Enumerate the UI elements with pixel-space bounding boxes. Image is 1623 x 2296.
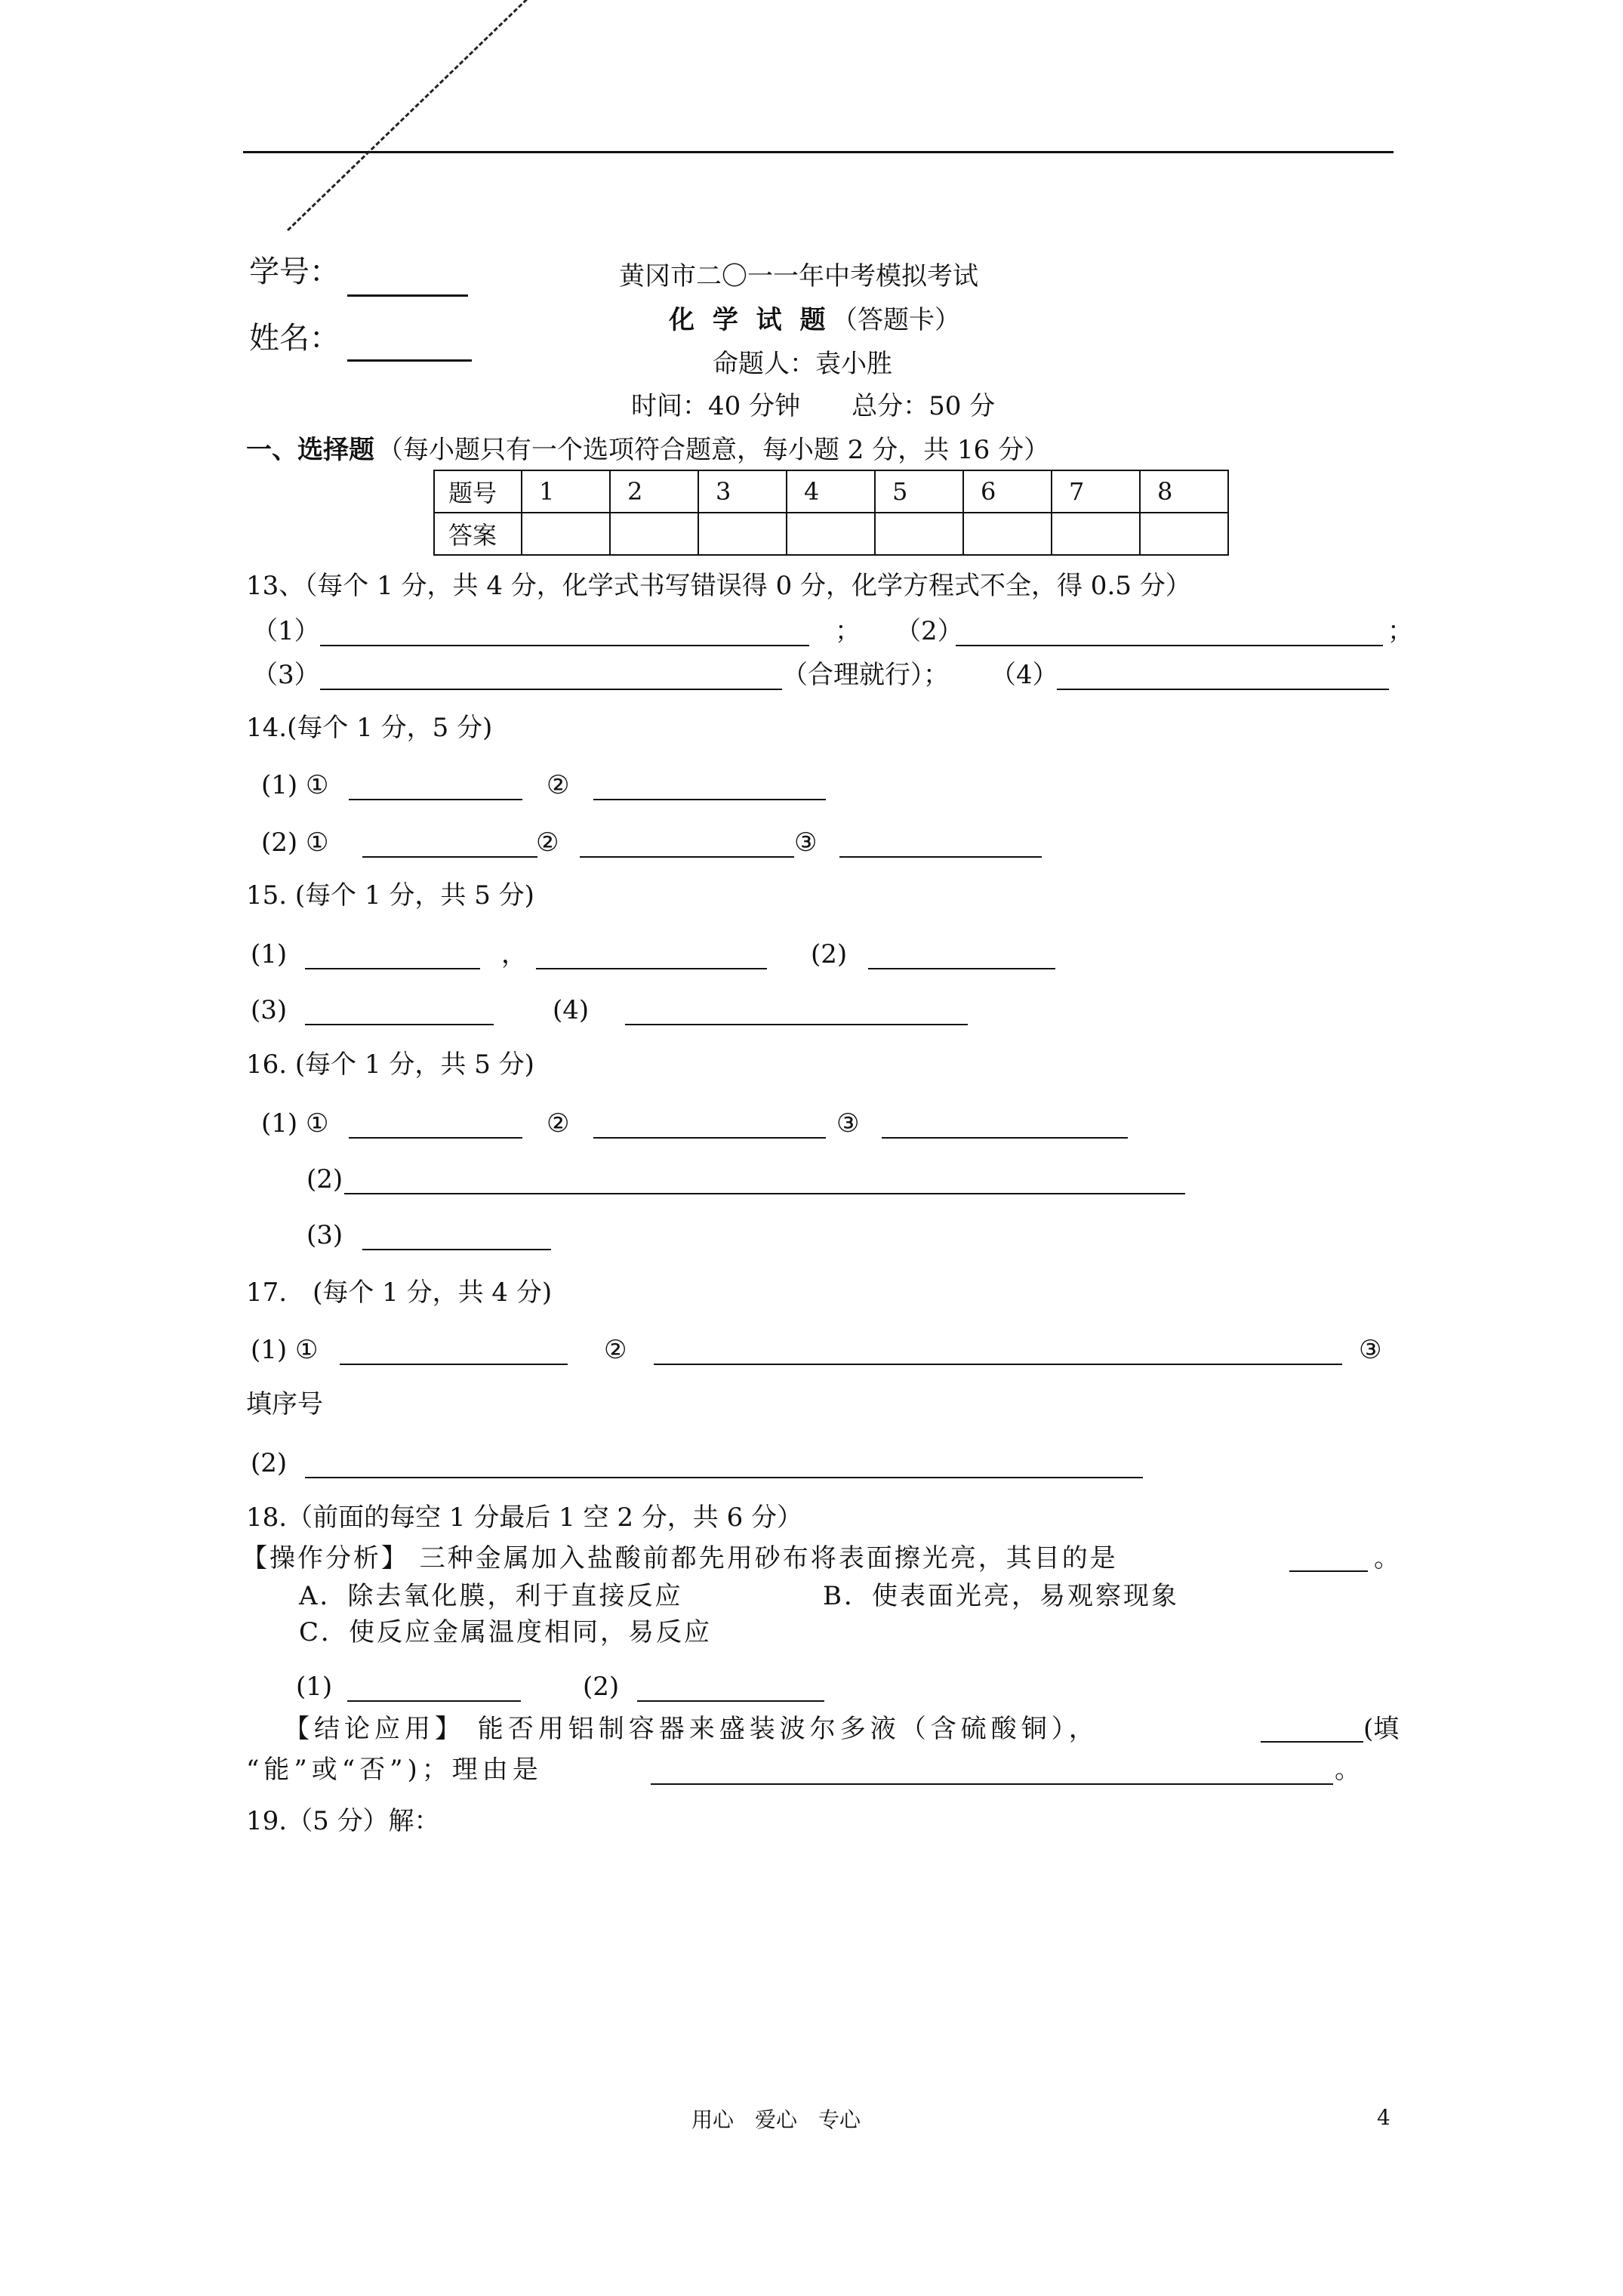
q16-heading: 16. (每个 1 分，共 5 分) bbox=[246, 1049, 534, 1080]
q15-blank-2[interactable] bbox=[536, 968, 767, 969]
answer-table bbox=[433, 470, 1229, 556]
q16-row1-label: (1) ① bbox=[261, 1108, 329, 1139]
q14-r2-circle-3: ③ bbox=[794, 827, 818, 858]
table-number-4: 4 bbox=[787, 470, 875, 513]
q16-blank-5[interactable] bbox=[362, 1249, 551, 1250]
table-number-2: 2 bbox=[610, 470, 698, 513]
q18-part2-label: (2) bbox=[583, 1672, 620, 1702]
q15-part1-label: (1) bbox=[251, 939, 288, 969]
q18-blank-2[interactable] bbox=[637, 1700, 824, 1702]
q18-option-a: A．除去氧化膜，利于直接反应 bbox=[299, 1581, 683, 1611]
q15-blank-5[interactable] bbox=[625, 1024, 968, 1025]
q16-blank-4[interactable] bbox=[344, 1193, 1185, 1194]
q13-part4-label: （4） bbox=[990, 660, 1058, 690]
q13-blank-1[interactable] bbox=[320, 645, 809, 646]
page-number: 4 bbox=[1377, 2105, 1390, 2130]
q18-heading: 18.（前面的每空 1 分最后 1 空 2 分，共 6 分） bbox=[246, 1502, 803, 1533]
subject-subtitle: （答题卡） bbox=[832, 305, 960, 335]
table-number-8: 8 bbox=[1140, 470, 1228, 513]
answer-cell[interactable] bbox=[1140, 513, 1228, 555]
q14-r1-blank-1[interactable] bbox=[349, 799, 522, 800]
answer-table-number-row bbox=[434, 470, 1228, 513]
q15-heading: 15. (每个 1 分，共 5 分) bbox=[246, 880, 534, 911]
q14-r2-circle-2: ② bbox=[536, 827, 559, 858]
q17-part2-label: (2) bbox=[251, 1448, 288, 1478]
answer-table-answer-row bbox=[434, 513, 1228, 555]
q17-blank-3[interactable] bbox=[305, 1477, 1143, 1478]
q13-part1-label: （1） bbox=[252, 616, 320, 646]
q18-blank-1[interactable] bbox=[347, 1700, 521, 1702]
q18-operation-analysis: 【操作分析】 三种金属加入盐酸前都先用砂布将表面擦光亮，其目的是 bbox=[242, 1543, 1118, 1573]
time-score: 时间：40 分钟 总分：50 分 bbox=[631, 391, 996, 421]
q16-r1-circle-3: ③ bbox=[836, 1108, 860, 1139]
table-number-5: 5 bbox=[875, 470, 963, 513]
q14-r1-circle-2: ② bbox=[547, 770, 570, 800]
exam-title: 黄冈市二〇一一年中考模拟考试 bbox=[619, 261, 978, 291]
q13-blank-3[interactable] bbox=[320, 689, 782, 690]
q19-heading: 19.（5 分）解： bbox=[246, 1806, 440, 1836]
name-label: 姓名： bbox=[249, 321, 340, 356]
q13-part2-label: （2） bbox=[895, 616, 963, 646]
q16-r1-blank-1[interactable] bbox=[349, 1137, 522, 1139]
table-header-answer: 答案 bbox=[434, 513, 522, 555]
q18-reason-label: “能”或“否”)；理由是 bbox=[246, 1755, 543, 1785]
q14-r1-blank-2[interactable] bbox=[593, 799, 826, 800]
answer-cell[interactable] bbox=[698, 513, 787, 555]
q17-fill-number: 填序号 bbox=[246, 1389, 323, 1419]
q18-blank-purpose[interactable] bbox=[1289, 1570, 1368, 1572]
q14-r2-blank-2[interactable] bbox=[580, 856, 794, 858]
answer-cell[interactable] bbox=[875, 513, 963, 555]
q16-r1-blank-3[interactable] bbox=[882, 1137, 1128, 1139]
answer-cell[interactable] bbox=[1052, 513, 1140, 555]
table-number-3: 3 bbox=[698, 470, 787, 513]
q17-circle-2: ② bbox=[604, 1335, 627, 1365]
q18-option-c: C．使反应金属温度相同，易反应 bbox=[299, 1617, 713, 1647]
table-number-6: 6 bbox=[963, 470, 1052, 513]
q17-row1-label: (1) ① bbox=[251, 1335, 319, 1365]
q14-r2-blank-3[interactable] bbox=[839, 856, 1042, 858]
q13-reasonable-note: （合理就行）； bbox=[782, 660, 949, 690]
table-number-7: 7 bbox=[1052, 470, 1140, 513]
q17-blank-2[interactable] bbox=[654, 1364, 1342, 1365]
q13-end-semicolon: ； bbox=[1387, 616, 1413, 646]
subject-title: 化 学 试 题 bbox=[669, 305, 830, 335]
q16-part3-label: (3) bbox=[306, 1220, 343, 1250]
q17-heading: 17. (每个 1 分，共 4 分) bbox=[246, 1277, 553, 1308]
table-header-number: 题号 bbox=[434, 470, 522, 513]
q15-comma: ， bbox=[501, 939, 527, 969]
author: 命题人：袁小胜 bbox=[713, 349, 892, 379]
section1-title: 一、选择题 bbox=[246, 435, 374, 465]
name-field[interactable] bbox=[347, 359, 472, 362]
answer-cell[interactable] bbox=[522, 513, 610, 555]
student-id-field[interactable] bbox=[347, 294, 468, 297]
q18-reason-end: 。 bbox=[1335, 1755, 1360, 1785]
q16-part2-label: (2) bbox=[306, 1164, 343, 1194]
header-rule bbox=[243, 151, 1394, 153]
q13-blank-4[interactable] bbox=[1057, 689, 1389, 690]
q15-blank-1[interactable] bbox=[305, 968, 480, 969]
q18-option-b: B．使表面光亮，易观察现象 bbox=[823, 1581, 1179, 1611]
q18-conclusion: 【结论应用】 能否用铝制容器来盛装波尔多液（含硫酸铜）， bbox=[284, 1714, 1099, 1744]
q13-semicolon: ； bbox=[835, 616, 861, 646]
answer-cell[interactable] bbox=[963, 513, 1052, 555]
q18-period: 。 bbox=[1374, 1543, 1400, 1573]
q14-row1-label: (1) ① bbox=[261, 770, 329, 800]
q14-r2-blank-1[interactable] bbox=[362, 856, 537, 858]
footer-motto: 用心 爱心 专心 bbox=[691, 2107, 861, 2132]
q18-blank-reason[interactable] bbox=[651, 1783, 1333, 1785]
q16-r1-blank-2[interactable] bbox=[593, 1137, 826, 1139]
q14-row2-label: (2) ① bbox=[261, 827, 329, 858]
q15-part4-label: (4) bbox=[553, 995, 590, 1025]
q15-part2-label: (2) bbox=[811, 939, 848, 969]
q17-circle-3: ③ bbox=[1359, 1335, 1382, 1365]
q18-fill-note: (填 bbox=[1363, 1714, 1400, 1744]
q14-heading: 14.(每个 1 分，5 分) bbox=[246, 713, 493, 743]
answer-cell[interactable] bbox=[610, 513, 698, 555]
student-id-label: 学号： bbox=[249, 254, 340, 289]
q17-blank-1[interactable] bbox=[340, 1364, 568, 1365]
answer-cell[interactable] bbox=[787, 513, 875, 555]
q13-part3-label: （3） bbox=[252, 660, 320, 690]
q13-blank-2[interactable] bbox=[956, 645, 1383, 646]
q18-blank-can[interactable] bbox=[1261, 1741, 1363, 1743]
diagonal-cut-line bbox=[287, 0, 582, 231]
q15-part3-label: (3) bbox=[251, 995, 288, 1025]
table-number-1: 1 bbox=[522, 470, 610, 513]
q15-blank-3[interactable] bbox=[868, 968, 1055, 969]
q16-r1-circle-2: ② bbox=[547, 1108, 570, 1139]
section1-desc: （每小题只有一个选项符合题意，每小题 2 分，共 16 分） bbox=[377, 435, 1050, 465]
q18-part1-label: (1) bbox=[296, 1672, 333, 1702]
q13-heading: 13、（每个 1 分，共 4 分，化学式书写错误得 0 分，化学方程式不全，得 0.5 分） bbox=[246, 571, 1191, 601]
q15-blank-4[interactable] bbox=[305, 1024, 494, 1025]
